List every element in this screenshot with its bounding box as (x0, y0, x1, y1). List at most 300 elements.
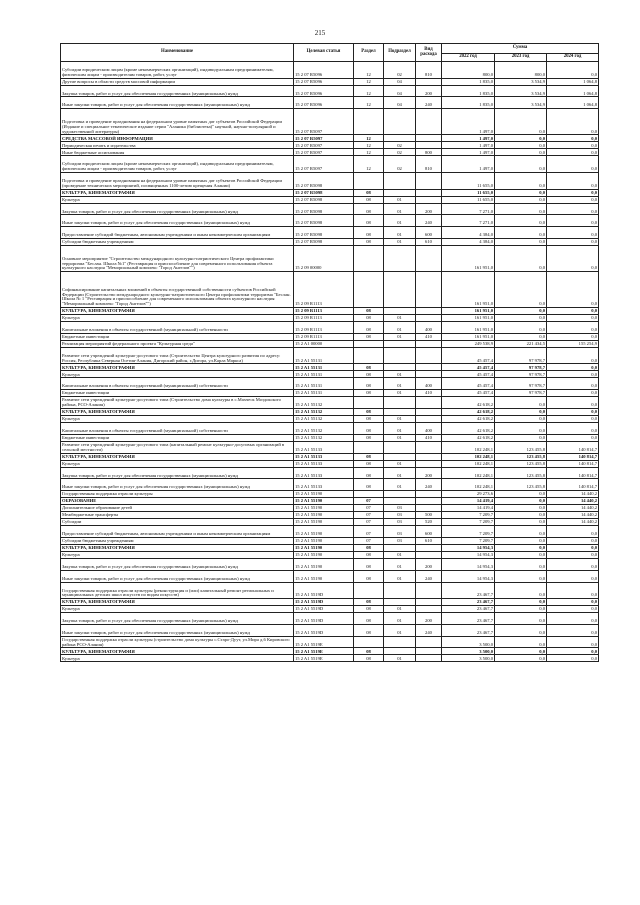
row-name: СРЕДСТВА МАССОВОЙ ИНФОРМАЦИИ (61, 135, 294, 142)
row-sum-2023: 0,0 (495, 415, 547, 422)
row-target-article: 15 2 07 R5097 (294, 149, 354, 156)
row-target-article: 15 2 09 R1113 (294, 333, 354, 340)
row-target-article: 15 2 A1 55131 (294, 347, 354, 364)
row-sum-2024: 0,0 (547, 238, 599, 245)
row-sum-2022: 23 467,7 (442, 582, 495, 599)
row-target-article: 15 2 07 R5097 (294, 156, 354, 173)
row-sum-2022: 42 618,2 (442, 434, 495, 441)
row-subsection (384, 453, 416, 460)
row-sum-2022: 3 500,0 (442, 648, 495, 655)
row-sum-2022: 3 500,0 (442, 655, 495, 662)
table-row (61, 636, 599, 648)
row-section: 08 (354, 558, 384, 570)
row-sum-2022: 11 655,0 (442, 196, 495, 203)
row-sum-2024: 0,0 (547, 606, 599, 613)
row-expense-type (416, 544, 442, 551)
row-subsection (384, 544, 416, 551)
row-sum-2024: 0,0 (547, 613, 599, 625)
row-section (354, 109, 384, 135)
row-target-article: 15 2 A1 55190 (294, 570, 354, 582)
row-sum-2024: 0,0 (547, 135, 599, 142)
row-expense-type (416, 245, 442, 271)
table-row (61, 227, 599, 239)
row-section: 08 (354, 599, 384, 606)
row-sum-2023: 123 455,8 (495, 460, 547, 467)
table-row (61, 491, 599, 498)
row-section: 08 (354, 314, 384, 321)
row-target-article: 15 2 07 R5098 (294, 227, 354, 239)
row-sum-2024: 155 254,9 (547, 340, 599, 347)
table-row (61, 655, 599, 662)
row-target-article: 15 2 07 R5097 (294, 109, 354, 135)
row-sum-2023: 0,0 (495, 408, 547, 415)
row-sum-2024: 0,0 (547, 544, 599, 551)
row-expense-type: 410 (416, 434, 442, 441)
row-target-article: 15 2 07 R5096 (294, 85, 354, 97)
row-sum-2022: 45 457,4 (442, 347, 495, 364)
row-sum-2022: 102 248,1 (442, 467, 495, 479)
row-sum-2024: 1 064,8 (547, 85, 599, 97)
row-sum-2023: 0,0 (495, 624, 547, 636)
row-section (354, 491, 384, 498)
row-sum-2023: 0,0 (495, 333, 547, 340)
row-sum-2022: 249 538,9 (442, 340, 495, 347)
row-sum-2023: 0,0 (495, 526, 547, 538)
row-expense-type: 400 (416, 321, 442, 333)
row-subsection (384, 109, 416, 135)
row-name: Государственная поддержка отрасли культуры (строительство дома культуры с.Старо-Дуут, ул.Мира д.6 Кировского района РСО-Алания) (61, 636, 294, 648)
table-row (61, 606, 599, 613)
row-subsection: 01 (384, 551, 416, 558)
row-subsection (384, 648, 416, 655)
row-sum-2022: 7 271,0 (442, 203, 495, 215)
row-subsection: 03 (384, 512, 416, 519)
row-expense-type (416, 441, 442, 453)
row-target-article: 15 2 07 R5098 (294, 196, 354, 203)
row-expense-type (416, 364, 442, 371)
row-target-article: 15 2 A1 55190 (294, 505, 354, 512)
row-subsection: 01 (384, 434, 416, 441)
row-sum-2023: 97 978,7 (495, 371, 547, 378)
table-row (61, 189, 599, 196)
row-sum-2022: 11 655,0 (442, 172, 495, 189)
row-name: Культура (61, 655, 294, 662)
row-sum-2022: 161 951,0 (442, 314, 495, 321)
row-section: 08 (354, 606, 384, 613)
row-section: 08 (354, 570, 384, 582)
row-sum-2024: 0,0 (547, 371, 599, 378)
row-section: 08 (354, 364, 384, 371)
budget-table-body (61, 62, 599, 662)
row-section: 08 (354, 434, 384, 441)
row-sum-2024: 0,0 (547, 196, 599, 203)
row-sum-2022: 1 835,0 (442, 78, 495, 85)
row-name: Межбюджетные трансферты (61, 512, 294, 519)
row-sum-2023: 0,0 (495, 142, 547, 149)
row-sum-2022: 42 618,2 (442, 397, 495, 409)
row-target-article: 15 2 A1 55190 (294, 519, 354, 526)
row-expense-type (416, 648, 442, 655)
row-expense-type (416, 460, 442, 467)
row-expense-type: 400 (416, 378, 442, 390)
table-row (61, 408, 599, 415)
row-target-article: 15 2 07 R5096 (294, 62, 354, 79)
row-expense-type: 600 (416, 526, 442, 538)
header-year-2022: 2022 год (442, 54, 495, 62)
row-name: Культура (61, 551, 294, 558)
row-expense-type: 240 (416, 479, 442, 491)
row-target-article: 15 2 09 R1113 (294, 321, 354, 333)
row-sum-2023: 0,0 (495, 512, 547, 519)
row-section: 12 (354, 97, 384, 109)
row-sum-2024: 0,0 (547, 582, 599, 599)
row-sum-2023: 123 455,8 (495, 479, 547, 491)
row-subsection (384, 636, 416, 648)
row-expense-type (416, 347, 442, 364)
row-subsection: 01 (384, 371, 416, 378)
row-target-article: 15 2 07 R5097 (294, 135, 354, 142)
row-target-article: 15 2 07 R5098 (294, 215, 354, 227)
row-subsection: 01 (384, 196, 416, 203)
table-row (61, 62, 599, 79)
row-expense-type: 240 (416, 215, 442, 227)
row-subsection: 02 (384, 62, 416, 79)
row-expense-type (416, 606, 442, 613)
row-name: КУЛЬТУРА, КИНЕМАТОГРАФИЯ (61, 189, 294, 196)
table-row (61, 526, 599, 538)
row-sum-2023: 97 978,7 (495, 364, 547, 371)
row-name: КУЛЬТУРА, КИНЕМАТОГРАФИЯ (61, 544, 294, 551)
table-row (61, 364, 599, 371)
row-sum-2023: 221 434,5 (495, 340, 547, 347)
row-sum-2022: 45 457,4 (442, 390, 495, 397)
row-target-article: 15 2 A1 55132 (294, 397, 354, 409)
row-target-article: 15 2 09 R1113 (294, 307, 354, 314)
row-target-article: 15 2 A1 5519D (294, 613, 354, 625)
row-sum-2023: 0,0 (495, 135, 547, 142)
row-sum-2023: 123 455,8 (495, 441, 547, 453)
row-subsection: 01 (384, 479, 416, 491)
table-row (61, 415, 599, 422)
row-name: Государственная поддержка отрасли культуры (реконструкция и (или) капитальный ремонт региональных и муниципальных детских школ искусств по видам искусств) (61, 582, 294, 599)
row-sum-2022: 7 209,7 (442, 512, 495, 519)
row-section (354, 340, 384, 347)
row-sum-2023: 123 455,8 (495, 453, 547, 460)
header-expense-type: Вид расхода (416, 44, 442, 62)
row-sum-2022: 29 273,6 (442, 491, 495, 498)
row-sum-2022: 7 209,7 (442, 519, 495, 526)
row-name: Субсидии юридическим лицам (кроме некоммерческих организаций), индивидуальным предпринимателям, физическим лицам - производителям товаров, работ, услуг (61, 156, 294, 173)
row-target-article: 15 2 A1 55131 (294, 390, 354, 397)
row-sum-2024: 0,0 (547, 636, 599, 648)
row-target-article: 15 2 A1 5519E (294, 636, 354, 648)
row-section: 12 (354, 78, 384, 85)
row-subsection (384, 441, 416, 453)
row-expense-type (416, 196, 442, 203)
row-expense-type (416, 505, 442, 512)
row-subsection (384, 135, 416, 142)
row-name: Предоставление субсидий бюджетным, автономным учреждениям и иным некоммерческим организациям (61, 526, 294, 538)
row-sum-2023: 800,0 (495, 62, 547, 79)
row-name: Культура (61, 415, 294, 422)
row-sum-2023: 0,0 (495, 505, 547, 512)
row-sum-2022: 161 951,0 (442, 245, 495, 271)
row-sum-2024: 0,0 (547, 599, 599, 606)
row-sum-2024: 14 440,2 (547, 498, 599, 505)
row-sum-2022: 14 954,3 (442, 544, 495, 551)
table-row (61, 333, 599, 340)
row-expense-type (416, 599, 442, 606)
table-row (61, 422, 599, 434)
row-name: Периодическая печать и издательства (61, 142, 294, 149)
row-subsection (384, 307, 416, 314)
row-target-article: 15 2 A1 55133 (294, 453, 354, 460)
row-sum-2022: 14 419,4 (442, 505, 495, 512)
row-section: 07 (354, 505, 384, 512)
row-name: Культура (61, 606, 294, 613)
row-subsection (384, 397, 416, 409)
row-expense-type: 800 (416, 149, 442, 156)
row-expense-type: 200 (416, 467, 442, 479)
row-sum-2023: 0,0 (495, 491, 547, 498)
row-section: 08 (354, 544, 384, 551)
row-sum-2023: 97 978,7 (495, 378, 547, 390)
row-subsection: 01 (384, 203, 416, 215)
row-sum-2024: 0,0 (547, 227, 599, 239)
row-target-article: 15 2 07 R5098 (294, 238, 354, 245)
row-sum-2024: 0,0 (547, 272, 599, 308)
row-section: 08 (354, 624, 384, 636)
row-subsection: 04 (384, 85, 416, 97)
row-subsection: 03 (384, 526, 416, 538)
row-target-article: 15 2 09 R1113 (294, 272, 354, 308)
row-sum-2022: 1 497,0 (442, 135, 495, 142)
table-row (61, 544, 599, 551)
row-sum-2024: 14 440,2 (547, 519, 599, 526)
row-name: Закупка товаров, работ и услуг для обеспечения государственных (муниципальных) нужд (61, 613, 294, 625)
row-section: 08 (354, 371, 384, 378)
table-row (61, 149, 599, 156)
row-sum-2022: 14 954,3 (442, 558, 495, 570)
table-row (61, 78, 599, 85)
table-row (61, 321, 599, 333)
row-sum-2022: 3 500,0 (442, 636, 495, 648)
budget-table (60, 43, 599, 662)
row-sum-2023: 0,0 (495, 321, 547, 333)
row-name: Закупка товаров, работ и услуг для обеспечения государственных (муниципальных) нужд (61, 203, 294, 215)
table-row (61, 505, 599, 512)
row-sum-2024: 140 814,7 (547, 467, 599, 479)
row-sum-2022: 42 618,2 (442, 422, 495, 434)
row-expense-type (416, 582, 442, 599)
row-expense-type (416, 636, 442, 648)
row-sum-2024: 0,0 (547, 408, 599, 415)
row-sum-2024: 0,0 (547, 156, 599, 173)
row-sum-2024: 140 814,7 (547, 460, 599, 467)
row-name: Закупка товаров, работ и услуг для обеспечения государственных (муниципальных) нужд (61, 558, 294, 570)
page-number: 215 (314, 29, 326, 37)
row-sum-2023: 0,0 (495, 434, 547, 441)
row-subsection (384, 364, 416, 371)
row-section: 08 (354, 321, 384, 333)
row-sum-2022: 14 419,4 (442, 498, 495, 505)
table-row (61, 135, 599, 142)
row-name: Другие вопросы в области средств массовой информации (61, 78, 294, 85)
table-row (61, 378, 599, 390)
row-target-article: 15 2 A1 5519D (294, 599, 354, 606)
table-row (61, 272, 599, 308)
table-row (61, 434, 599, 441)
row-name: Бюджетные инвестиции (61, 434, 294, 441)
row-section (354, 397, 384, 409)
row-sum-2024: 0,0 (547, 347, 599, 364)
row-sum-2023: 0,0 (495, 537, 547, 544)
row-expense-type (416, 172, 442, 189)
table-row (61, 196, 599, 203)
table-row (61, 340, 599, 347)
row-sum-2023: 0,0 (495, 599, 547, 606)
row-expense-type: 200 (416, 85, 442, 97)
table-row (61, 570, 599, 582)
row-sum-2024: 0,0 (547, 245, 599, 271)
row-section: 08 (354, 613, 384, 625)
row-subsection (384, 491, 416, 498)
row-sum-2023: 0,0 (495, 613, 547, 625)
row-target-article: 15 2 A1 55131 (294, 378, 354, 390)
row-sum-2024: 0,0 (547, 558, 599, 570)
row-target-article: 15 2 A1 55132 (294, 408, 354, 415)
row-expense-type (416, 314, 442, 321)
row-name: КУЛЬТУРА, КИНЕМАТОГРАФИЯ (61, 599, 294, 606)
table-row (61, 97, 599, 109)
row-name: Капитальные вложения в объекты государственной (муниципальной) собственности (61, 422, 294, 434)
row-sum-2023: 0,0 (495, 307, 547, 314)
row-expense-type: 610 (416, 537, 442, 544)
row-name: Капитальные вложения в объекты государственной (муниципальной) собственности (61, 321, 294, 333)
row-sum-2023: 0,0 (495, 606, 547, 613)
row-target-article: 15 2 A1 55190 (294, 551, 354, 558)
row-section (354, 347, 384, 364)
row-subsection: 01 (384, 613, 416, 625)
row-name: Основное мероприятие "Строительство международного культурно-патриотического Центра профилактики терроризма "Беслан. Школа №1" (Реставрация и приспособление для современного использования объекта культурного наследия "Мемориальный комплекс "Город Ангелов"") (61, 245, 294, 271)
row-subsection: 01 (384, 415, 416, 422)
row-sum-2022: 11 655,0 (442, 189, 495, 196)
row-sum-2023: 97 978,7 (495, 347, 547, 364)
row-name: Субсидии бюджетным учреждениям (61, 537, 294, 544)
row-section: 07 (354, 512, 384, 519)
row-subsection: 01 (384, 314, 416, 321)
row-sum-2024: 0,0 (547, 364, 599, 371)
row-subsection (384, 347, 416, 364)
row-subsection (384, 340, 416, 347)
row-sum-2022: 23 467,7 (442, 599, 495, 606)
row-sum-2022: 23 467,7 (442, 624, 495, 636)
row-sum-2024: 0,0 (547, 203, 599, 215)
row-name: Иные закупки товаров, работ и услуг для обеспечения государственных (муниципальных) нужд (61, 624, 294, 636)
row-name: Иные закупки товаров, работ и услуг для обеспечения государственных (муниципальных) нужд (61, 570, 294, 582)
row-sum-2024: 0,0 (547, 142, 599, 149)
row-expense-type: 200 (416, 203, 442, 215)
row-section: 08 (354, 227, 384, 239)
table-row (61, 371, 599, 378)
row-name: КУЛЬТУРА, КИНЕМАТОГРАФИЯ (61, 307, 294, 314)
table-row (61, 512, 599, 519)
row-subsection: 04 (384, 97, 416, 109)
row-target-article: 15 2 A1 55133 (294, 479, 354, 491)
row-sum-2023: 97 978,7 (495, 390, 547, 397)
row-expense-type (416, 109, 442, 135)
row-expense-type (416, 189, 442, 196)
row-expense-type (416, 340, 442, 347)
row-expense-type (416, 655, 442, 662)
row-name: Субсидии юридическим лицам (кроме некоммерческих организаций), индивидуальным предпринимателям, физическим лицам - производителям товаров, работ, услуг (61, 62, 294, 79)
row-subsection (384, 245, 416, 271)
row-sum-2023: 0,0 (495, 156, 547, 173)
row-target-article: 15 2 A1 55131 (294, 364, 354, 371)
row-sum-2022: 102 248,1 (442, 441, 495, 453)
row-section: 12 (354, 149, 384, 156)
row-subsection: 02 (384, 149, 416, 156)
row-sum-2023: 0,0 (495, 227, 547, 239)
row-sum-2024: 1 064,8 (547, 97, 599, 109)
row-name: Капитальные вложения в объекты государственной (муниципальной) собственности (61, 378, 294, 390)
row-sum-2022: 161 951,0 (442, 307, 495, 314)
row-sum-2022: 23 467,7 (442, 606, 495, 613)
row-section (354, 582, 384, 599)
row-expense-type: 600 (416, 227, 442, 239)
row-subsection (384, 582, 416, 599)
row-sum-2024: 0,0 (547, 215, 599, 227)
row-sum-2022: 1 497,0 (442, 156, 495, 173)
row-name: Культура (61, 371, 294, 378)
row-sum-2023: 0,0 (495, 551, 547, 558)
row-section: 12 (354, 85, 384, 97)
table-row (61, 441, 599, 453)
row-sum-2023: 3 534,9 (495, 85, 547, 97)
row-name: Софинансирование капитальных вложений в объекты государственной собственности субъектов Российской Федерации (Строительство международного культурно-патриотического Центра профилактики терроризма "Беслан. Школа № 1 "Реставрация и приспособление для современного использования объекта культурного наследия "Мемориальный комплекс "Город Ангелов"") (61, 272, 294, 308)
table-row (61, 109, 599, 135)
row-expense-type: 400 (416, 422, 442, 434)
row-name: Закупка товаров, работ и услуг для обеспечения государственных (муниципальных) нужд (61, 467, 294, 479)
table-row (61, 314, 599, 321)
row-sum-2023: 0,0 (495, 172, 547, 189)
row-name: КУЛЬТУРА, КИНЕМАТОГРАФИЯ (61, 408, 294, 415)
row-section: 12 (354, 62, 384, 79)
table-row (61, 551, 599, 558)
row-expense-type: 200 (416, 613, 442, 625)
row-name: Развитие сети учреждений культурно-досугового типа (капитальный ремонт культурно-досуговых организаций в сельской местности) (61, 441, 294, 453)
row-sum-2022: 14 954,3 (442, 551, 495, 558)
row-sum-2023: 0,0 (495, 238, 547, 245)
row-section: 08 (354, 453, 384, 460)
row-name: Иные закупки товаров, работ и услуг для обеспечения государственных (муниципальных) нужд (61, 97, 294, 109)
row-subsection: 01 (384, 378, 416, 390)
row-name: Государственная поддержка отрасли культуры (61, 491, 294, 498)
row-expense-type (416, 307, 442, 314)
row-target-article: 15 2 A1 55133 (294, 441, 354, 453)
row-target-article: 15 2 A1 55133 (294, 460, 354, 467)
row-sum-2023: 0,0 (495, 519, 547, 526)
row-sum-2024: 0,0 (547, 189, 599, 196)
table-row (61, 582, 599, 599)
row-sum-2023: 0,0 (495, 109, 547, 135)
row-section: 08 (354, 196, 384, 203)
row-sum-2022: 45 457,4 (442, 364, 495, 371)
row-section (354, 272, 384, 308)
row-sum-2024: 14 440,2 (547, 491, 599, 498)
row-expense-type (416, 142, 442, 149)
table-row (61, 624, 599, 636)
